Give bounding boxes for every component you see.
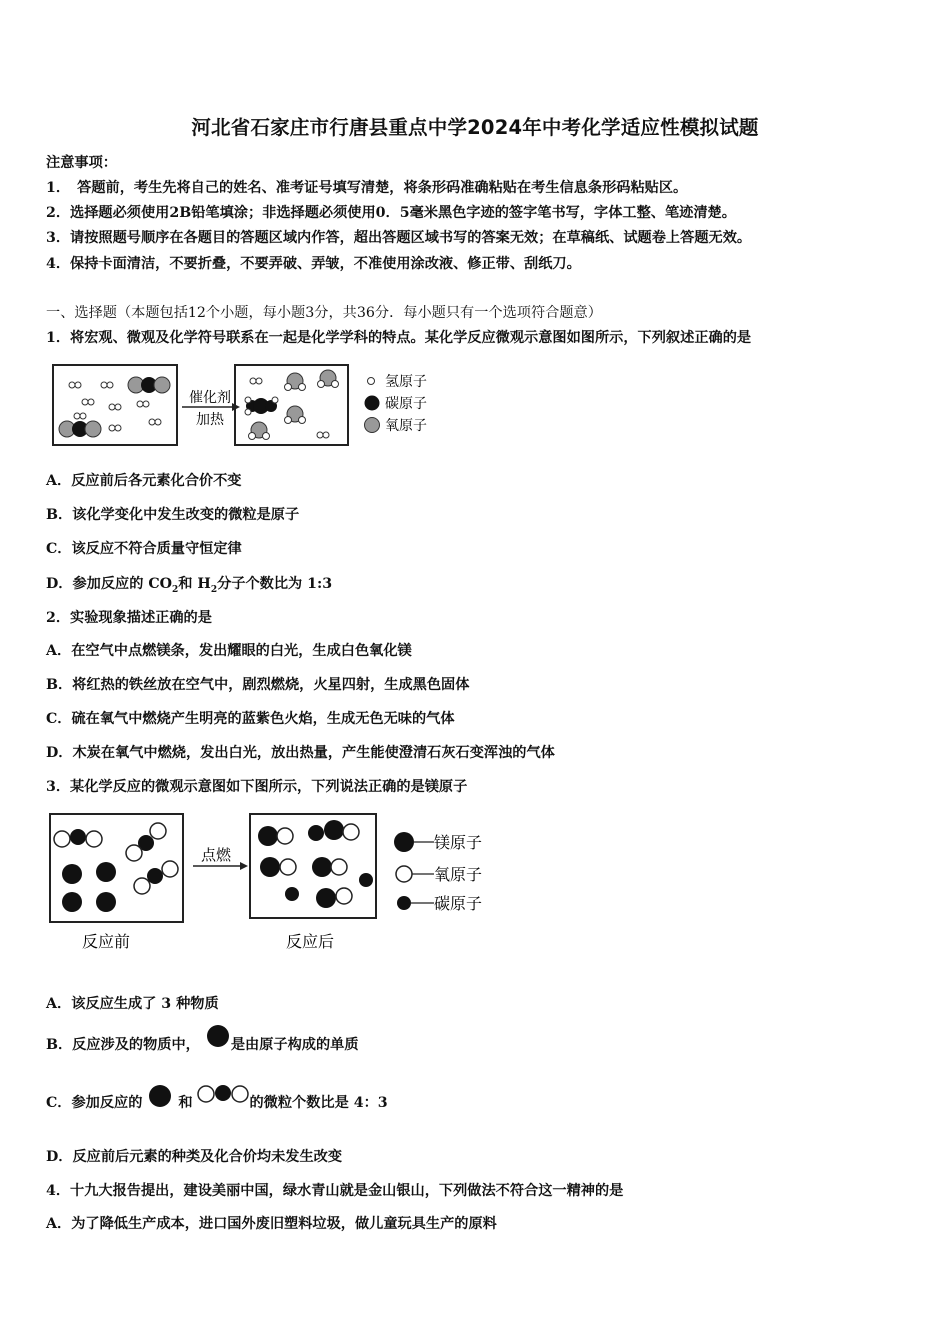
q1-legend-hydrogen-icon: [368, 378, 375, 385]
q1-product-molecule: [245, 397, 278, 415]
q2-option-d: D．木炭在氧气中燃烧，发出白光，放出热量，产生能使澄清石灰石变浑浊的气体: [46, 745, 555, 761]
q3-co2-molecule-1: [54, 829, 102, 847]
q3-legend-mg: 镁原子: [434, 833, 483, 852]
q3-mg-atom-2: [96, 862, 116, 882]
q3-option-d: D．反应前后元素的种类及化合价均未发生改变: [46, 1149, 343, 1165]
q3-option-c: [46, 1088, 388, 1118]
mg-atom-icon: [205, 1024, 231, 1050]
q3-option-a: A．该反应生成了 3 种物质: [46, 996, 219, 1012]
q1-co2-molecule-2: [59, 421, 101, 437]
notice-item-1: 1． 答题前，考生先将自己的姓名、准考证号填写清楚，将条形码准确粘贴在考生信息条形码粘贴区。: [46, 180, 688, 196]
q1-legend-carbon: 碳原子: [385, 396, 427, 412]
q1-option-d-prefix: D．参加反应的 CO: [46, 576, 173, 592]
q3-stem: 3．某化学反应的微观示意图如下图所示，下列说法正确的是镁原子: [46, 779, 468, 795]
q1-option-d-sub1: 2: [172, 584, 179, 595]
q3-mgo-2: [260, 857, 296, 877]
section-heading: 一、选择题（本题包括12个小题，每小题3分，共36分．每小题只有一个选项符合题意）: [46, 305, 602, 321]
q3-mgo-4: [316, 888, 352, 908]
q3-legend-o: 氧原子: [434, 865, 483, 884]
q1-water-molecule-1: [285, 373, 306, 391]
q1-reaction-diagram: [52, 364, 442, 450]
q1-option-d-sub2: 2: [210, 584, 218, 595]
q1-option-a: A．反应前后各元素化合价不变: [46, 473, 242, 489]
q1-option-d: [46, 573, 332, 595]
q1-legend-oxygen: 氧原子: [385, 418, 427, 434]
notice-item-2: 2．选择题必须使用2B铅笔填涂；非选择题必须使用0．5毫米黑色字迹的签字笔书写，字体工整、笔迹清楚。: [46, 205, 736, 221]
q3-option-b-pre: B．反应涉及的物质中，: [46, 1037, 200, 1053]
q3-co2-molecule-3: [134, 861, 178, 894]
q3-mgo-1: [258, 826, 293, 846]
q4-stem: 4．十九大报告提出，建设美丽中国，绿水青山就是金山银山，下列做法不符合这一精神的是: [46, 1183, 624, 1199]
q1-water-molecule-2: [318, 370, 339, 388]
q1-option-b: B．该化学变化中发生改变的微粒是原子: [46, 507, 300, 523]
q3-legend-c: 碳原子: [434, 894, 483, 913]
q3-option-b: [46, 1030, 359, 1060]
q3-carbon-atom-2: [359, 873, 373, 887]
q1-legend-oxygen-icon: [365, 418, 380, 433]
q1-water-molecule-4: [249, 422, 270, 440]
q3-before-label: 反应前: [81, 932, 131, 951]
q1-legend-hydrogen: 氢原子: [385, 374, 427, 390]
q1-legend-carbon-icon: [365, 396, 380, 411]
q3-reaction-diagram: [48, 812, 498, 957]
q1-water-molecule-3: [285, 406, 306, 424]
q3-legend-o-icon: [396, 866, 412, 882]
q3-mg-atom-4: [96, 892, 116, 912]
q2-option-b: B．将红热的铁丝放在空气中，剧烈燃烧，火星四射，生成黑色固体: [46, 677, 470, 693]
q2-stem: 2．实验现象描述正确的是: [46, 610, 212, 626]
q3-carbon-atom: [285, 887, 299, 901]
q1-arrow-top-label: 催化剂: [189, 390, 231, 406]
q1-arrow-bottom-label: 加热: [196, 412, 224, 428]
q2-option-c: C．硫在氧气中燃烧产生明亮的蓝紫色火焰，生成无色无味的气体: [46, 711, 455, 727]
q3-option-c-mid: 和: [178, 1095, 193, 1111]
q3-mg-atom-1: [62, 864, 82, 884]
q1-co2-molecule-1: [128, 377, 170, 393]
q1-stem: 1．将宏观、微观及化学符号联系在一起是化学学科的特点。某化学反应微观示意图如图所示，下列叙述正确的是: [46, 330, 752, 346]
q3-arrow-label: 点燃: [200, 846, 232, 864]
notice-item-4: 4．保持卡面清洁，不要折叠，不要弄破、弄皱，不准使用涂改液、修正带、刮纸刀。: [46, 256, 581, 272]
q1-option-c: C．该反应不符合质量守恒定律: [46, 541, 242, 557]
q4-option-a: A．为了降低生产成本，进口国外废旧塑料垃圾，做儿童玩具生产的原料: [46, 1216, 497, 1232]
q3-option-c-post: 的微粒个数比是 4：3: [249, 1095, 388, 1111]
q1-option-d-mid: 和 H: [178, 576, 211, 592]
page-title: 河北省石家庄市行唐县重点中学2024年中考化学适应性模拟试题: [191, 116, 759, 139]
q3-co2-remaining: [308, 820, 359, 841]
notice-heading: 注意事项：: [46, 155, 117, 171]
q3-option-b-post: 是由原子构成的单质: [230, 1037, 359, 1053]
q3-legend-c-icon: [397, 896, 411, 910]
notice-item-3: 3．请按照题号顺序在各题目的答题区域内作答，超出答题区域书写的答案无效；在草稿纸、试题卷上答题无效。: [46, 230, 752, 246]
q3-after-label: 反应后: [285, 932, 335, 951]
q1-option-d-suffix: 分子个数比为 1:3: [217, 576, 333, 592]
q3-co2-molecule-2: [126, 823, 166, 861]
q2-option-a: A．在空气中点燃镁条，发出耀眼的白光，生成白色氧化镁: [46, 643, 412, 659]
co2-molecule-icon: [197, 1082, 249, 1106]
q3-legend-mg-icon: [394, 832, 414, 852]
q3-mgo-3: [312, 857, 347, 877]
mg-atom-icon: [147, 1084, 173, 1110]
q3-option-c-pre: C．参加反应的: [46, 1095, 143, 1111]
q3-mg-atom-3: [62, 892, 82, 912]
